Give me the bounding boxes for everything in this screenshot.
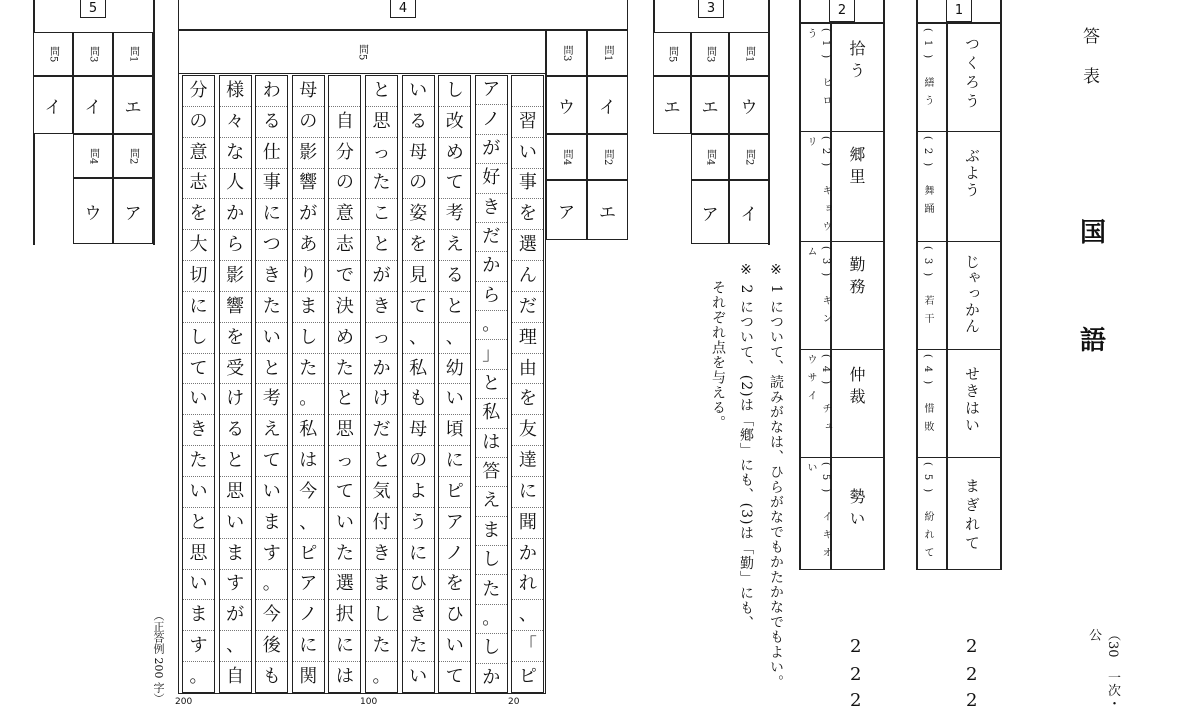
- essay-char: 事: [512, 169, 543, 200]
- essay-char: だ: [366, 415, 397, 446]
- essay-char: 見: [403, 261, 434, 292]
- essay-char: 好: [476, 164, 507, 193]
- essay-char: て: [183, 354, 214, 385]
- essay-char: つ: [256, 230, 287, 261]
- sec2-item-3: (3) キンム 勤務: [799, 242, 885, 350]
- essay-char: が: [293, 199, 324, 230]
- essay-char: 頃: [439, 415, 470, 446]
- essay-char: す: [256, 539, 287, 570]
- title-top: 答: [1083, 27, 1100, 47]
- essay-char: か: [512, 539, 543, 570]
- sec4-q2-answer: エ: [587, 180, 628, 240]
- essay-char: に: [256, 199, 287, 230]
- essay-char: 意: [183, 138, 214, 169]
- sec5-q4-label: 問4: [73, 134, 113, 178]
- essay-char: ノ: [439, 539, 470, 570]
- sec3-q4-answer: ア: [691, 180, 729, 244]
- essay-char: し: [476, 634, 507, 663]
- essay-char: 選: [512, 230, 543, 261]
- note-2: ※ 2 について、(2)は「鄕」にも、(3)は「勤」にも、: [738, 262, 754, 631]
- point: 2: [850, 690, 862, 711]
- essay-char: え: [256, 415, 287, 446]
- essay-char: き: [256, 261, 287, 292]
- section-4-number: 4: [390, 0, 416, 18]
- essay-char: と: [220, 446, 251, 477]
- sec5-q2-answer: ア: [113, 178, 153, 244]
- essay-char: 母: [403, 138, 434, 169]
- sec4-q2-label: 問2: [587, 134, 628, 180]
- essay-char: と: [366, 230, 397, 261]
- essay-char: て: [439, 169, 470, 200]
- essay-char: で: [329, 261, 360, 292]
- essay-char: を: [439, 570, 470, 601]
- essay-char: が: [366, 261, 397, 292]
- essay-char: 、: [293, 508, 324, 539]
- scale-200: 200: [175, 697, 193, 707]
- essay-char: 。: [293, 384, 324, 415]
- point: 2: [966, 690, 978, 711]
- essay-char: し: [439, 76, 470, 107]
- essay-char: 由: [512, 354, 543, 385]
- essay-char: 様: [220, 76, 251, 107]
- essay-column: [438, 75, 471, 693]
- essay-char: と: [366, 446, 397, 477]
- essay-char: 々: [220, 107, 251, 138]
- essay-char: 姿: [403, 199, 434, 230]
- sec3-q1-answer: ウ: [729, 76, 769, 134]
- essay-char: か: [366, 354, 397, 385]
- essay-char: を: [220, 323, 251, 354]
- essay-char: た: [366, 631, 397, 662]
- essay-char: 影: [220, 261, 251, 292]
- sec4-q4-answer: ア: [546, 180, 587, 240]
- essay-char: ア: [439, 508, 470, 539]
- essay-char: き: [366, 292, 397, 323]
- subject-char-2: 語: [1080, 326, 1107, 356]
- essay-char: 、: [512, 600, 543, 631]
- sec1-item-1: (1) 繕う つくろう: [916, 24, 1002, 132]
- sec4-q3-answer: ウ: [546, 76, 587, 134]
- essay-char: だ: [512, 292, 543, 323]
- essay-char: り: [293, 261, 324, 292]
- essay-char: 事: [256, 169, 287, 200]
- essay-char: え: [439, 230, 470, 261]
- sec1-item-2: (2) 舞踊 ぶよう: [916, 132, 1002, 242]
- essay-char: だ: [476, 223, 507, 252]
- essay-char: に: [183, 292, 214, 323]
- section-2-number: 2: [829, 0, 855, 22]
- essay-column: [402, 75, 435, 693]
- essay-char: て: [329, 477, 360, 508]
- essay-char: ひ: [403, 570, 434, 601]
- essay-char: い: [256, 477, 287, 508]
- essay-char: め: [439, 138, 470, 169]
- essay-char: [512, 76, 543, 107]
- essay-char: し: [476, 546, 507, 575]
- essay-char: い: [256, 323, 287, 354]
- essay-char: 幼: [439, 354, 470, 385]
- scale-100: 100: [360, 697, 378, 707]
- essay-char: た: [476, 575, 507, 604]
- essay-char: い: [512, 138, 543, 169]
- sec1-item-4: (4) 惜敗 せきはい: [916, 350, 1002, 458]
- essay-char: て: [256, 446, 287, 477]
- essay-char: [329, 76, 360, 107]
- essay-char: と: [256, 354, 287, 385]
- essay-char: 影: [293, 138, 324, 169]
- essay-char: い: [183, 384, 214, 415]
- essay-char: ピ: [518, 665, 537, 687]
- essay-char: き: [366, 539, 397, 570]
- essay-char: わ: [256, 76, 287, 107]
- essay-char: た: [329, 354, 360, 385]
- essay-char: を: [512, 384, 543, 415]
- essay-char: 「: [512, 631, 543, 662]
- essay-char: し: [366, 600, 397, 631]
- essay-char: に: [439, 446, 470, 477]
- essay-char: 聞: [512, 508, 543, 539]
- essay-char: け: [220, 384, 251, 415]
- sec3-q2-label: 問2: [729, 134, 769, 180]
- essay-char: と: [329, 384, 360, 415]
- essay-column: [219, 75, 252, 693]
- essay-char: は: [476, 429, 507, 458]
- essay-char: 思: [183, 539, 214, 570]
- sec1-item-5: (5) 紛れて まぎれて: [916, 458, 1002, 570]
- essay-column: [292, 75, 325, 693]
- essay-char: し: [183, 323, 214, 354]
- sec2-item-1: (1) ヒロう 拾う: [799, 24, 885, 132]
- essay-char: か: [476, 252, 507, 281]
- essay-char: う: [403, 508, 434, 539]
- essay-char: た: [183, 446, 214, 477]
- essay-char: 、: [220, 631, 251, 662]
- essay-char: 人: [220, 169, 251, 200]
- sec4-q1-label: 問1: [587, 30, 628, 76]
- essay-column: [182, 75, 215, 693]
- sec5-q5-answer: イ: [33, 76, 73, 134]
- essay-column: [365, 75, 398, 693]
- essay-char: 自: [226, 665, 245, 687]
- essay-char: 母: [403, 415, 434, 446]
- essay-char: 響: [293, 169, 324, 200]
- essay-char: な: [220, 138, 251, 169]
- essay-char: 。: [189, 665, 208, 687]
- essay-char: い: [220, 508, 251, 539]
- essay-char: の: [183, 107, 214, 138]
- essay-char: す: [220, 570, 251, 601]
- essay-char: に: [293, 631, 324, 662]
- essay-char: 関: [299, 665, 318, 687]
- essay-char: ピ: [439, 477, 470, 508]
- essay-char: 後: [256, 631, 287, 662]
- essay-char: 択: [329, 600, 360, 631]
- section-1-number: 1: [946, 0, 972, 22]
- sec3-q3-label: 問3: [691, 32, 729, 76]
- essay-char: た: [293, 354, 324, 385]
- essay-char: 決: [329, 292, 360, 323]
- essay-char: え: [476, 487, 507, 516]
- essay-char: あ: [293, 230, 324, 261]
- essay-char: ア: [476, 76, 507, 105]
- essay-char: ア: [293, 570, 324, 601]
- essay-char: け: [366, 384, 397, 415]
- essay-char: る: [439, 261, 470, 292]
- essay-char: 、: [403, 323, 434, 354]
- sec3-q2-answer: イ: [729, 180, 769, 244]
- essay-char: の: [329, 169, 360, 200]
- essay-char: ら: [220, 230, 251, 261]
- point: 2: [850, 636, 862, 657]
- essay-char: ピ: [293, 539, 324, 570]
- sec2-item-2: (2) キョウリ 郷里: [799, 132, 885, 242]
- sec2-item-5: (5) イキオい 勢い: [799, 458, 885, 570]
- sec3-q4-label: 問4: [691, 134, 729, 180]
- essay-char: っ: [366, 323, 397, 354]
- essay-char: い: [403, 76, 434, 107]
- essay-char: に: [512, 477, 543, 508]
- sec4-q4-label: 問4: [546, 134, 587, 180]
- sec4-q5-label: 問5: [178, 30, 546, 74]
- essay-char: れ: [512, 570, 543, 601]
- essay-char: 私: [293, 415, 324, 446]
- essay-char: 私: [476, 399, 507, 428]
- essay-char: 改: [439, 107, 470, 138]
- essay-char: 」: [476, 340, 507, 369]
- essay-char: る: [256, 107, 287, 138]
- essay-char: 分: [183, 76, 214, 107]
- essay-char: 私: [403, 354, 434, 385]
- sec5-q1-answer: エ: [113, 76, 153, 134]
- sec3-q5-label: 問5: [653, 32, 691, 76]
- sec3-q3-answer: エ: [691, 76, 729, 134]
- sec2-item-4: (4) チュウサイ 仲裁: [799, 350, 885, 458]
- essay-char: ま: [220, 539, 251, 570]
- essay-char: る: [403, 107, 434, 138]
- essay-char: 大: [183, 230, 214, 261]
- essay-char: が: [476, 135, 507, 164]
- essay-char: 響: [220, 292, 251, 323]
- point: 2: [966, 664, 978, 685]
- essay-char: 。: [476, 605, 507, 634]
- essay-char: 考: [439, 199, 470, 230]
- title-mid: 表: [1083, 67, 1100, 87]
- essay-char: 思: [366, 107, 397, 138]
- essay-char: ん: [512, 261, 543, 292]
- essay-column: [328, 75, 361, 693]
- essay-char: き: [403, 600, 434, 631]
- essay-char: と: [183, 508, 214, 539]
- essay-char: を: [183, 199, 214, 230]
- essay-char: ノ: [476, 105, 507, 134]
- essay-char: ひ: [439, 600, 470, 631]
- essay-char: し: [293, 323, 324, 354]
- essay-char: と: [439, 292, 470, 323]
- essay-char: も: [262, 665, 281, 687]
- essay-column: [511, 75, 544, 693]
- sec5-q3-answer: イ: [73, 76, 113, 134]
- essay-char: 思: [220, 477, 251, 508]
- subject-char-1: 国: [1080, 218, 1107, 248]
- essay-char: 付: [366, 508, 397, 539]
- essay-char: 思: [329, 415, 360, 446]
- essay-char: 答: [476, 458, 507, 487]
- essay-char: の: [403, 446, 434, 477]
- sec5-q1-label: 問1: [113, 32, 153, 76]
- essay-char: と: [366, 76, 397, 107]
- essay-char: い: [183, 570, 214, 601]
- essay-example-label: （正答例 200 字）: [152, 610, 165, 704]
- essay-char: 志: [183, 169, 214, 200]
- essay-char: は: [293, 446, 324, 477]
- essay-char: も: [403, 384, 434, 415]
- scale-20: 20: [508, 697, 520, 707]
- essay-char: き: [476, 194, 507, 223]
- essay-char: す: [183, 631, 214, 662]
- essay-column: [255, 75, 288, 693]
- essay-char: を: [403, 230, 434, 261]
- essay-char: ま: [293, 292, 324, 323]
- essay-char: 今: [293, 477, 324, 508]
- essay-char: 選: [329, 570, 360, 601]
- essay-char: て: [445, 665, 464, 687]
- essay-char: 。: [476, 311, 507, 340]
- essay-char: た: [329, 539, 360, 570]
- essay-char: っ: [329, 446, 360, 477]
- essay-char: め: [329, 323, 360, 354]
- essay-char: を: [512, 199, 543, 230]
- essay-char: 。: [372, 665, 391, 687]
- essay-char: 自: [329, 107, 360, 138]
- sec4-q3-label: 問3: [546, 30, 587, 76]
- essay-char: の: [293, 107, 324, 138]
- essay-char: 、: [439, 323, 470, 354]
- essay-char: ら: [476, 282, 507, 311]
- essay-char: 仕: [256, 138, 287, 169]
- essay-char: が: [220, 600, 251, 631]
- essay-char: の: [403, 169, 434, 200]
- essay-column: [475, 75, 508, 693]
- essay-char: 達: [512, 446, 543, 477]
- essay-char: た: [256, 292, 287, 323]
- essay-char: 気: [366, 477, 397, 508]
- essay-char: ノ: [293, 600, 324, 631]
- essay-char: 。: [256, 570, 287, 601]
- sec5-q5-label: 問5: [33, 32, 73, 76]
- essay-char: い: [183, 477, 214, 508]
- essay-char: 分: [329, 138, 360, 169]
- essay-char: に: [403, 539, 434, 570]
- essay-char: っ: [366, 138, 397, 169]
- essay-char: に: [329, 631, 360, 662]
- essay-char: ま: [476, 517, 507, 546]
- section-5-number: 5: [80, 0, 106, 18]
- sec5-q2-label: 問2: [113, 134, 153, 178]
- note-1: ※ 1 について、読みがなは、ひらがなでもかたかなでもよい。: [768, 262, 784, 690]
- essay-char: い: [439, 631, 470, 662]
- sec5-q4-answer: ウ: [73, 178, 113, 244]
- essay-char: ま: [366, 570, 397, 601]
- essay-char: い: [439, 384, 470, 415]
- essay-char: は: [335, 665, 354, 687]
- essay-char: ま: [183, 600, 214, 631]
- essay-char: た: [403, 631, 434, 662]
- point: 2: [966, 636, 978, 657]
- essay-char: と: [476, 370, 507, 399]
- essay-char: い: [409, 665, 428, 687]
- essay-char: か: [220, 199, 251, 230]
- essay-char: 友: [512, 415, 543, 446]
- note-3: それぞれ点を与える。: [710, 280, 726, 430]
- essay-char: 理: [512, 323, 543, 354]
- essay-char: 切: [183, 261, 214, 292]
- essay-char: 意: [329, 199, 360, 230]
- sec4-q1-answer: イ: [587, 76, 628, 134]
- sec3-q1-label: 問1: [729, 32, 769, 76]
- essay-char: 志: [329, 230, 360, 261]
- essay-char: 受: [220, 354, 251, 385]
- essay-char: る: [220, 415, 251, 446]
- essay-char: よ: [403, 477, 434, 508]
- point: 2: [850, 664, 862, 685]
- essay-char: 考: [256, 384, 287, 415]
- essay-char: ま: [256, 508, 287, 539]
- sec5-q3-label: 問3: [73, 32, 113, 76]
- sec3-q5-answer: エ: [653, 76, 691, 134]
- sec1-item-3: (3) 若干 じゃっかん: [916, 242, 1002, 350]
- essay-char: 母: [293, 76, 324, 107]
- section-3-number: 3: [698, 0, 724, 18]
- essay-char: 習: [512, 107, 543, 138]
- footer-note: （30 一次・公: [1086, 628, 1120, 710]
- essay-char: て: [403, 292, 434, 323]
- essay-char: こ: [366, 199, 397, 230]
- essay-char: た: [366, 169, 397, 200]
- essay-char: か: [482, 666, 501, 688]
- essay-char: い: [329, 508, 360, 539]
- essay-char: き: [183, 415, 214, 446]
- essay-char: 今: [256, 600, 287, 631]
